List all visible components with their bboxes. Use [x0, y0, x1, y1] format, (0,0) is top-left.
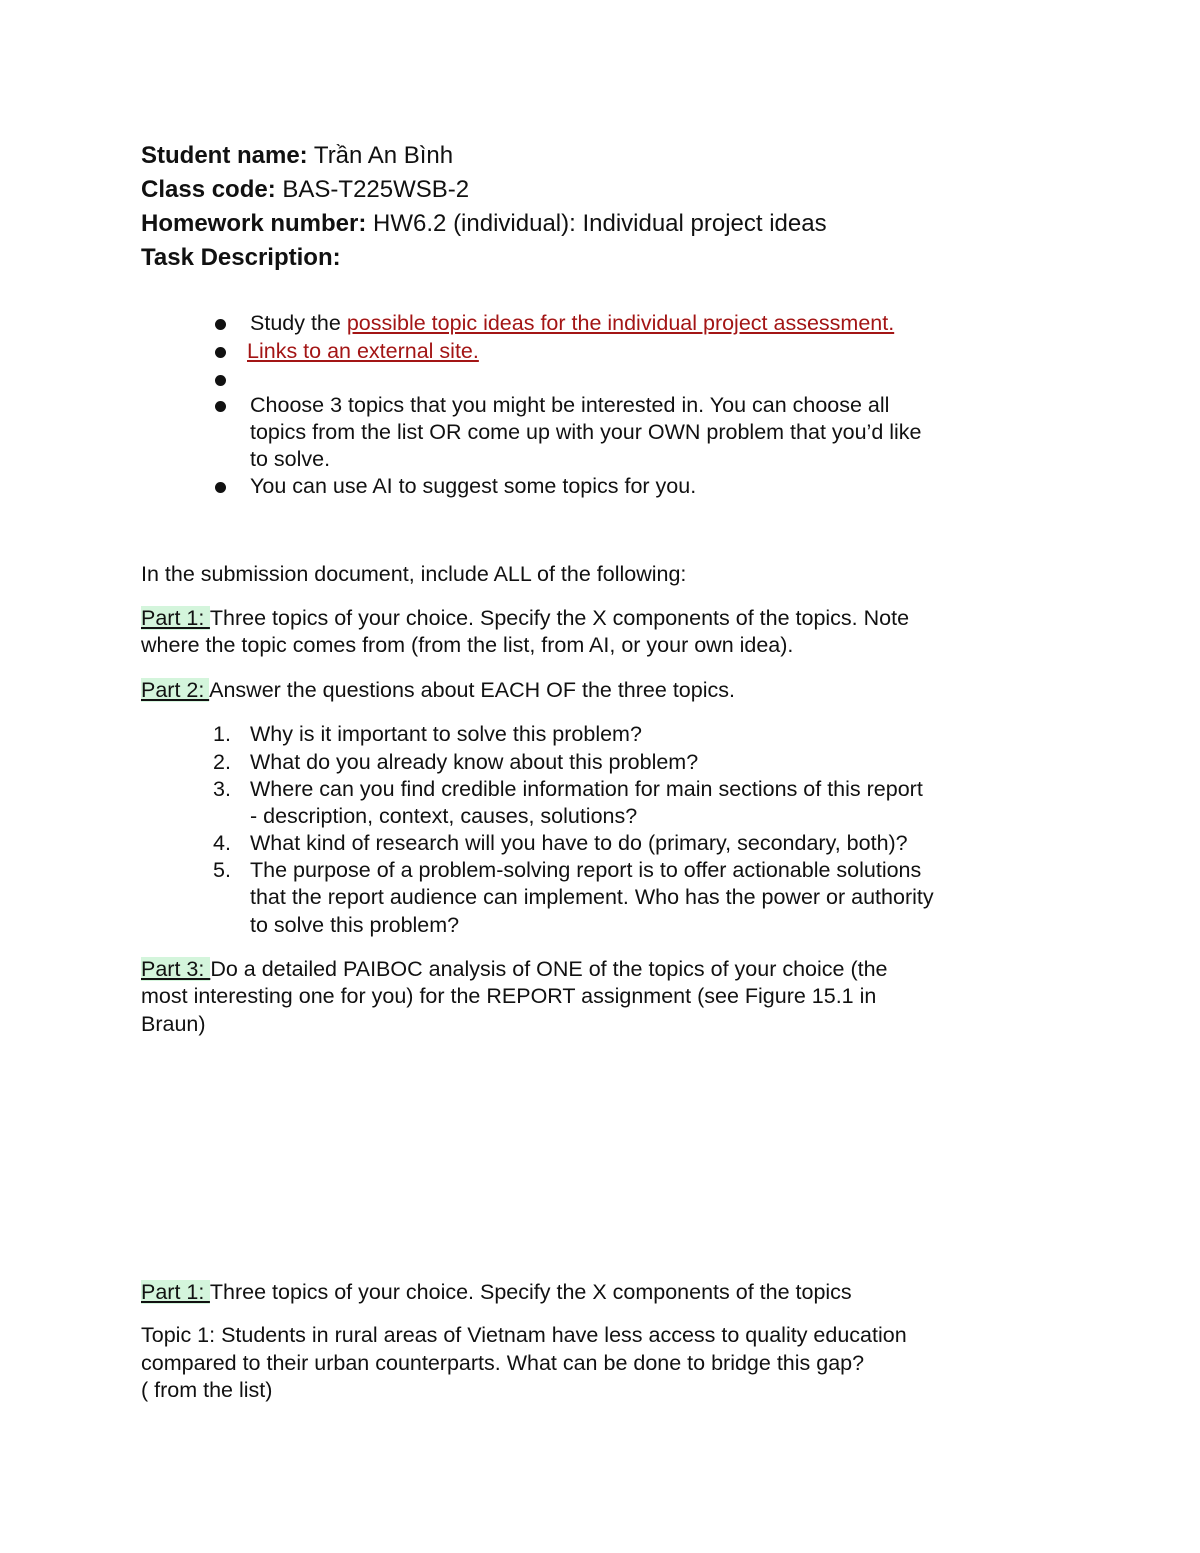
answer-part-1-label: Part 1:: [141, 1280, 210, 1304]
bullet-dot-empty: [215, 375, 226, 386]
student-name-value: Trần An Bình: [313, 142, 454, 169]
bullet-dot: [215, 482, 226, 493]
part-3-line-2: most interesting one for you) for the REPORT assignment (see Figure 15.1 in: [141, 984, 877, 1008]
part-3-text: Do a detailed PAIBOC analysis of ONE of the topics of your choice (the: [210, 957, 888, 981]
question-1: Why is it important to solve this problem?: [250, 722, 642, 746]
answer-part-1-heading: [141, 1279, 852, 1306]
bullet-item-4-line-2: topics from the list OR come up with your OWN problem that you’d like: [250, 420, 922, 444]
question-number: 5.: [213, 858, 231, 882]
part-3-line-3: Braun): [141, 1012, 206, 1036]
part-2-text: Answer the questions about EACH OF the three topics.: [209, 678, 735, 702]
part-1-line-2: where the topic comes from (from the list, from AI, or your own idea).: [141, 633, 794, 657]
student-name-label: Student name:: [141, 142, 308, 169]
question-5-line-1: The purpose of a problem-solving report is to offer actionable solutions: [250, 858, 922, 882]
part-3-line-1: [141, 956, 888, 983]
part-1-text: Three topics of your choice. Specify the X components of the topics. Note: [209, 606, 910, 630]
external-site-link[interactable]: Links to an external site.: [247, 339, 479, 363]
bullet-item-4-line-3: to solve.: [250, 447, 331, 471]
bullet-dot: [215, 401, 226, 412]
task-description-heading: [141, 241, 341, 275]
bullet-item-2: [247, 338, 479, 365]
topic-1-line-1: Topic 1: Students in rural areas of Vietnam have less access to quality education: [141, 1323, 907, 1347]
question-2: What do you already know about this problem?: [250, 750, 699, 774]
part-3-label: Part 3:: [141, 957, 211, 981]
question-number: 2.: [213, 750, 231, 774]
question-5-line-3: to solve this problem?: [250, 913, 460, 937]
topic-1-line-3: ( from the list): [141, 1378, 273, 1402]
part-2-line: [141, 677, 735, 704]
task-description-label: Task Description:: [141, 244, 341, 271]
question-3-line-1: Where can you find credible information for main sections of this report: [250, 777, 923, 801]
question-number: 3.: [213, 777, 231, 801]
topic-ideas-link[interactable]: possible topic ideas for the individual project assessment.: [346, 311, 895, 335]
question-4: What kind of research will you have to do (primary, secondary, both)?: [250, 831, 908, 855]
homework-number-line: [141, 207, 827, 241]
class-code-label: Class code:: [141, 176, 276, 203]
question-number: 1.: [213, 722, 231, 746]
part-1-label: Part 1:: [141, 606, 210, 630]
question-5-line-2: that the report audience can implement. Who has the power or authority: [250, 885, 934, 909]
part-2-label: Part 2:: [141, 678, 210, 702]
bullet-item-1: [250, 310, 894, 337]
class-code-value: BAS-T225WSB-2: [282, 176, 470, 203]
homework-number-value: HW6.2 (individual): Individual project ideas: [373, 210, 827, 237]
topic-1-line-2: compared to their urban counterparts. What can be done to bridge this gap?: [141, 1351, 865, 1375]
answer-part-1-text: Three topics of your choice. Specify the X components of the topics: [209, 1280, 852, 1304]
bullet-dot: [215, 347, 226, 358]
homework-number-label: Homework number:: [141, 210, 367, 237]
bullet-item-4-line-1: Choose 3 topics that you might be interested in. You can choose all: [250, 393, 890, 417]
question-3-line-2: - description, context, causes, solutions?: [250, 804, 638, 828]
part-1-line-1: [141, 605, 909, 632]
submission-intro: In the submission document, include ALL of the following:: [141, 562, 687, 586]
bullet-item-5: You can use AI to suggest some topics for you.: [250, 474, 697, 498]
question-number: 4.: [213, 831, 231, 855]
bullet-1-text: Study the: [250, 311, 347, 335]
student-name-line: [141, 139, 453, 173]
class-code-line: [141, 173, 469, 207]
bullet-dot: [215, 319, 226, 330]
